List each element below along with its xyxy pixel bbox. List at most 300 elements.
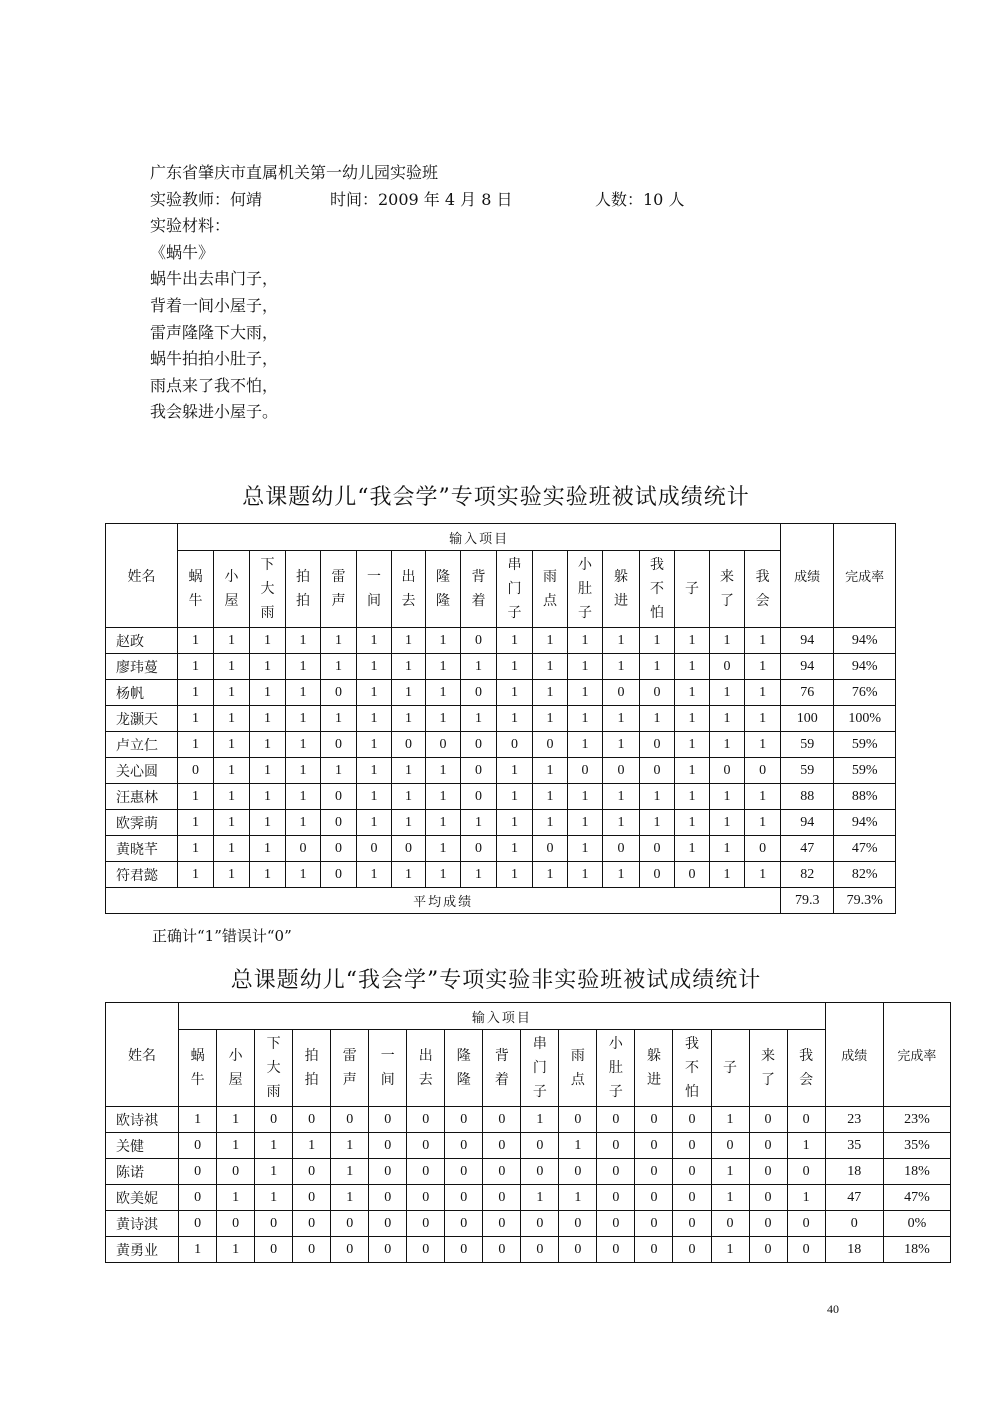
item-score-cell: 1 <box>559 1133 597 1159</box>
item-score-cell: 0 <box>745 758 781 784</box>
completion-rate-cell: 82% <box>834 862 896 888</box>
poem-line: 蜗牛出去串门子， <box>150 269 279 289</box>
item-score-cell: 1 <box>214 680 250 706</box>
item-score-cell: 1 <box>461 810 497 836</box>
student-name: 赵政 <box>106 628 178 654</box>
item-score-cell: 1 <box>745 628 781 654</box>
completion-rate-cell: 23% <box>883 1107 950 1133</box>
item-score-cell: 1 <box>675 680 710 706</box>
item-score-cell: 1 <box>603 654 640 680</box>
item-score-cell: 1 <box>521 1107 559 1133</box>
item-header: 子 <box>675 551 710 628</box>
completion-rate-cell: 59% <box>834 758 896 784</box>
poem-line: 我会躲进小屋子。 <box>150 402 279 422</box>
item-score-cell: 1 <box>392 862 426 888</box>
item-score-cell: 1 <box>461 654 497 680</box>
item-header: 蜗 牛 <box>179 1030 217 1107</box>
item-score-cell: 0 <box>179 1133 217 1159</box>
student-name: 欧诗祺 <box>106 1107 179 1133</box>
average-label: 平均成绩 <box>106 888 781 914</box>
completion-rate-cell: 76% <box>834 680 896 706</box>
item-score-cell: 1 <box>214 836 250 862</box>
item-score-cell: 1 <box>497 862 533 888</box>
item-score-cell: 0 <box>597 1185 635 1211</box>
item-score-cell: 0 <box>640 732 675 758</box>
table-row <box>106 1159 951 1185</box>
meta-line <box>150 187 684 214</box>
item-score-cell: 0 <box>369 1107 407 1133</box>
item-score-cell: 1 <box>286 784 321 810</box>
total-score-cell: 100 <box>781 706 834 732</box>
item-score-cell: 1 <box>331 1185 369 1211</box>
item-score-cell: 1 <box>675 810 710 836</box>
item-score-cell: 1 <box>461 862 497 888</box>
item-score-cell: 1 <box>568 732 603 758</box>
item-header-row <box>106 1030 951 1107</box>
item-score-cell: 1 <box>357 680 392 706</box>
item-score-cell: 1 <box>745 706 781 732</box>
item-score-cell: 1 <box>286 862 321 888</box>
item-score-cell: 0 <box>461 628 497 654</box>
item-score-cell: 0 <box>407 1237 445 1263</box>
item-score-cell: 0 <box>461 836 497 862</box>
item-score-cell: 1 <box>178 862 214 888</box>
item-score-cell: 1 <box>392 810 426 836</box>
item-header: 我 不 怕 <box>640 551 675 628</box>
item-score-cell: 1 <box>710 732 745 758</box>
item-score-cell: 1 <box>286 680 321 706</box>
poem-title: 《蜗牛》 <box>150 242 215 262</box>
item-score-cell: 1 <box>255 1133 293 1159</box>
item-score-cell: 1 <box>521 1185 559 1211</box>
item-score-cell: 1 <box>603 706 640 732</box>
item-score-cell: 1 <box>426 810 461 836</box>
item-score-cell: 1 <box>603 628 640 654</box>
item-score-cell: 1 <box>321 758 357 784</box>
completion-rate-cell: 0% <box>883 1211 950 1237</box>
item-score-cell: 1 <box>603 810 640 836</box>
item-score-cell: 1 <box>286 654 321 680</box>
item-header: 我 会 <box>745 551 781 628</box>
item-score-cell: 1 <box>497 654 533 680</box>
name-header: 姓名 <box>106 524 178 628</box>
item-score-cell: 1 <box>497 784 533 810</box>
experiment-class-table <box>105 523 896 914</box>
student-name: 杨帆 <box>106 680 178 706</box>
item-score-cell: 1 <box>214 862 250 888</box>
completion-rate-cell: 94% <box>834 810 896 836</box>
completion-rate-cell: 88% <box>834 784 896 810</box>
item-score-cell: 0 <box>497 732 533 758</box>
table-row <box>106 706 896 732</box>
item-header: 隆 隆 <box>426 551 461 628</box>
item-score-cell: 0 <box>710 758 745 784</box>
item-score-cell: 1 <box>533 862 568 888</box>
item-score-cell: 0 <box>640 758 675 784</box>
item-score-cell: 1 <box>603 862 640 888</box>
table-row <box>106 1237 951 1263</box>
item-score-cell: 0 <box>407 1159 445 1185</box>
item-score-cell: 1 <box>640 628 675 654</box>
item-score-cell: 0 <box>568 758 603 784</box>
item-score-cell: 1 <box>293 1133 331 1159</box>
item-score-cell: 1 <box>710 836 745 862</box>
item-score-cell: 1 <box>178 784 214 810</box>
item-score-cell: 1 <box>178 810 214 836</box>
item-score-cell: 0 <box>640 836 675 862</box>
total-score-cell: 0 <box>825 1211 883 1237</box>
input-items-header: 输入项目 <box>178 524 781 551</box>
item-score-cell: 1 <box>711 1185 749 1211</box>
table-row <box>106 654 896 680</box>
completion-rate-cell: 100% <box>834 706 896 732</box>
item-score-cell: 0 <box>749 1133 787 1159</box>
item-score-cell: 0 <box>445 1237 483 1263</box>
item-score-cell: 0 <box>407 1185 445 1211</box>
completion-rate-cell: 47% <box>883 1185 950 1211</box>
item-score-cell: 0 <box>369 1211 407 1237</box>
item-score-cell: 1 <box>568 810 603 836</box>
item-score-cell: 1 <box>568 784 603 810</box>
item-score-cell: 0 <box>255 1107 293 1133</box>
item-score-cell: 1 <box>568 862 603 888</box>
student-name: 关心圆 <box>106 758 178 784</box>
item-score-cell: 1 <box>217 1185 255 1211</box>
item-score-cell: 0 <box>357 836 392 862</box>
item-score-cell: 1 <box>392 784 426 810</box>
table-row <box>106 1107 951 1133</box>
item-score-cell: 1 <box>178 680 214 706</box>
item-score-cell: 1 <box>357 654 392 680</box>
total-score-cell: 47 <box>825 1185 883 1211</box>
score-header: 成绩 <box>781 524 834 628</box>
item-header: 来 了 <box>710 551 745 628</box>
item-score-cell: 1 <box>250 836 286 862</box>
item-score-cell: 1 <box>392 628 426 654</box>
item-header: 出 去 <box>407 1030 445 1107</box>
rate-header: 完成率 <box>834 524 896 628</box>
item-score-cell: 1 <box>426 706 461 732</box>
item-score-cell: 0 <box>640 680 675 706</box>
average-rate: 79.3% <box>834 888 896 914</box>
item-score-cell: 1 <box>214 758 250 784</box>
item-score-cell: 0 <box>483 1159 521 1185</box>
item-header: 雷 声 <box>331 1030 369 1107</box>
student-name: 陈诺 <box>106 1159 179 1185</box>
item-score-cell: 0 <box>749 1159 787 1185</box>
table2-title: 总课题幼儿“我会学”专项实验非实验班被试成绩统计 <box>230 968 762 993</box>
item-score-cell: 1 <box>250 680 286 706</box>
item-header: 子 <box>711 1030 749 1107</box>
item-header: 背 着 <box>461 551 497 628</box>
item-score-cell: 1 <box>568 628 603 654</box>
total-score-cell: 35 <box>825 1133 883 1159</box>
item-score-cell: 1 <box>745 810 781 836</box>
item-score-cell: 0 <box>407 1211 445 1237</box>
item-score-cell: 0 <box>461 758 497 784</box>
item-score-cell: 1 <box>710 706 745 732</box>
item-score-cell: 1 <box>675 732 710 758</box>
item-score-cell: 1 <box>640 784 675 810</box>
item-score-cell: 0 <box>521 1133 559 1159</box>
item-score-cell: 1 <box>178 654 214 680</box>
item-score-cell: 1 <box>392 654 426 680</box>
student-name: 符君懿 <box>106 862 178 888</box>
item-score-cell: 1 <box>250 810 286 836</box>
item-header: 小 屋 <box>217 1030 255 1107</box>
table-row <box>106 1185 951 1211</box>
total-score-cell: 94 <box>781 654 834 680</box>
item-score-cell: 0 <box>217 1159 255 1185</box>
school-name: 广东省肇庆市直属机关第一幼儿园实验班 <box>150 163 439 182</box>
student-name: 欧霁萌 <box>106 810 178 836</box>
item-score-cell: 1 <box>255 1185 293 1211</box>
item-score-cell: 0 <box>369 1185 407 1211</box>
item-header: 蜗 牛 <box>178 551 214 628</box>
item-score-cell: 1 <box>675 706 710 732</box>
item-score-cell: 0 <box>255 1237 293 1263</box>
item-score-cell: 1 <box>357 628 392 654</box>
item-score-cell: 0 <box>745 836 781 862</box>
student-name: 黄勇业 <box>106 1237 179 1263</box>
date-info: 时间：2009 年 4 月 8 日 <box>330 189 513 209</box>
table-row <box>106 1133 951 1159</box>
item-score-cell: 0 <box>483 1237 521 1263</box>
item-score-cell: 0 <box>445 1185 483 1211</box>
item-score-cell: 1 <box>250 706 286 732</box>
item-score-cell: 0 <box>559 1211 597 1237</box>
item-score-cell: 0 <box>331 1107 369 1133</box>
item-score-cell: 1 <box>426 836 461 862</box>
completion-rate-cell: 18% <box>883 1159 950 1185</box>
total-score-cell: 18 <box>825 1159 883 1185</box>
item-score-cell: 1 <box>497 810 533 836</box>
item-score-cell: 1 <box>675 836 710 862</box>
item-score-cell: 0 <box>749 1185 787 1211</box>
item-score-cell: 1 <box>392 758 426 784</box>
item-score-cell: 0 <box>179 1159 217 1185</box>
item-score-cell: 1 <box>250 758 286 784</box>
item-score-cell: 1 <box>533 654 568 680</box>
item-score-cell: 1 <box>559 1185 597 1211</box>
student-name: 黄诗淇 <box>106 1211 179 1237</box>
item-score-cell: 1 <box>787 1185 825 1211</box>
item-score-cell: 1 <box>217 1237 255 1263</box>
teacher-info: 实验教师：何靖 <box>150 189 263 209</box>
item-score-cell: 1 <box>533 628 568 654</box>
item-score-cell: 1 <box>568 706 603 732</box>
table-row <box>106 628 896 654</box>
average-score: 79.3 <box>781 888 834 914</box>
score-header: 成绩 <box>825 1003 883 1107</box>
item-score-cell: 1 <box>497 706 533 732</box>
item-score-cell: 0 <box>710 654 745 680</box>
item-score-cell: 1 <box>217 1107 255 1133</box>
item-score-cell: 1 <box>321 628 357 654</box>
item-header: 串 门 子 <box>521 1030 559 1107</box>
item-score-cell: 1 <box>711 1107 749 1133</box>
item-score-cell: 1 <box>568 836 603 862</box>
item-score-cell: 0 <box>321 810 357 836</box>
name-header: 姓名 <box>106 1003 179 1107</box>
item-score-cell: 0 <box>392 836 426 862</box>
item-score-cell: 1 <box>497 680 533 706</box>
item-score-cell: 0 <box>407 1107 445 1133</box>
input-items-header: 输入项目 <box>179 1003 826 1030</box>
item-score-cell: 1 <box>710 680 745 706</box>
item-score-cell: 0 <box>675 862 710 888</box>
item-score-cell: 1 <box>214 784 250 810</box>
completion-rate-cell: 59% <box>834 732 896 758</box>
table-row <box>106 732 896 758</box>
item-score-cell: 0 <box>559 1107 597 1133</box>
item-score-cell: 0 <box>179 1211 217 1237</box>
item-score-cell: 1 <box>787 1133 825 1159</box>
item-score-cell: 0 <box>293 1237 331 1263</box>
completion-rate-cell: 18% <box>883 1237 950 1263</box>
poem-line: 背着一间小屋子， <box>150 295 279 315</box>
item-header: 拍 拍 <box>286 551 321 628</box>
item-score-cell: 1 <box>603 732 640 758</box>
item-score-cell: 0 <box>461 732 497 758</box>
table-row <box>106 680 896 706</box>
item-header: 隆 隆 <box>445 1030 483 1107</box>
item-score-cell: 1 <box>533 810 568 836</box>
table-row <box>106 758 896 784</box>
item-score-cell: 0 <box>407 1133 445 1159</box>
item-score-cell: 0 <box>255 1211 293 1237</box>
item-score-cell: 0 <box>749 1237 787 1263</box>
item-score-cell: 1 <box>710 784 745 810</box>
item-score-cell: 0 <box>711 1211 749 1237</box>
item-score-cell: 1 <box>710 810 745 836</box>
item-score-cell: 1 <box>497 758 533 784</box>
item-score-cell: 1 <box>745 862 781 888</box>
item-score-cell: 1 <box>214 706 250 732</box>
item-score-cell: 0 <box>635 1185 673 1211</box>
item-score-cell: 1 <box>426 784 461 810</box>
item-score-cell: 0 <box>286 836 321 862</box>
total-score-cell: 18 <box>825 1237 883 1263</box>
item-score-cell: 0 <box>749 1211 787 1237</box>
item-score-cell: 1 <box>255 1159 293 1185</box>
intro-section <box>150 160 684 426</box>
item-score-cell: 1 <box>675 628 710 654</box>
item-score-cell: 1 <box>392 680 426 706</box>
item-score-cell: 0 <box>369 1133 407 1159</box>
poem-line: 雷声隆隆下大雨， <box>150 322 279 342</box>
item-score-cell: 0 <box>597 1133 635 1159</box>
item-score-cell: 0 <box>321 680 357 706</box>
student-name: 卢立仁 <box>106 732 178 758</box>
item-header: 小 屋 <box>214 551 250 628</box>
item-score-cell: 1 <box>603 784 640 810</box>
item-score-cell: 0 <box>293 1211 331 1237</box>
item-score-cell: 0 <box>331 1237 369 1263</box>
total-score-cell: 47 <box>781 836 834 862</box>
item-header: 雨 点 <box>533 551 568 628</box>
item-score-cell: 0 <box>787 1211 825 1237</box>
rate-header: 完成率 <box>883 1003 950 1107</box>
item-score-cell: 1 <box>745 680 781 706</box>
item-score-cell: 0 <box>445 1107 483 1133</box>
headcount-info: 人数：10 人 <box>595 189 685 209</box>
item-score-cell: 1 <box>214 810 250 836</box>
total-score-cell: 59 <box>781 732 834 758</box>
item-score-cell: 1 <box>357 706 392 732</box>
item-score-cell: 0 <box>426 732 461 758</box>
completion-rate-cell: 35% <box>883 1133 950 1159</box>
item-score-cell: 1 <box>178 732 214 758</box>
item-score-cell: 1 <box>331 1159 369 1185</box>
student-name: 汪惠林 <box>106 784 178 810</box>
item-score-cell: 0 <box>321 732 357 758</box>
item-score-cell: 0 <box>483 1133 521 1159</box>
average-row <box>106 888 896 914</box>
item-score-cell: 0 <box>293 1159 331 1185</box>
item-score-cell: 1 <box>675 784 710 810</box>
item-score-cell: 0 <box>321 784 357 810</box>
item-score-cell: 0 <box>178 758 214 784</box>
total-score-cell: 82 <box>781 862 834 888</box>
item-score-cell: 0 <box>483 1107 521 1133</box>
item-score-cell: 0 <box>749 1107 787 1133</box>
item-header-row <box>106 551 896 628</box>
item-score-cell: 0 <box>483 1185 521 1211</box>
item-score-cell: 1 <box>178 628 214 654</box>
item-score-cell: 0 <box>603 758 640 784</box>
total-score-cell: 94 <box>781 810 834 836</box>
item-score-cell: 1 <box>497 628 533 654</box>
item-header: 下 大 雨 <box>255 1030 293 1107</box>
item-header: 我 会 <box>787 1030 825 1107</box>
item-score-cell: 0 <box>521 1211 559 1237</box>
item-header: 我 不 怕 <box>673 1030 711 1107</box>
item-score-cell: 0 <box>179 1185 217 1211</box>
item-score-cell: 1 <box>426 862 461 888</box>
item-header: 串 门 子 <box>497 551 533 628</box>
item-score-cell: 1 <box>533 706 568 732</box>
item-score-cell: 1 <box>250 654 286 680</box>
scoring-note: 正确计“1”错误计“0” <box>152 927 292 945</box>
item-score-cell: 1 <box>568 680 603 706</box>
item-score-cell: 1 <box>321 706 357 732</box>
item-score-cell: 1 <box>426 680 461 706</box>
item-score-cell: 0 <box>533 732 568 758</box>
student-name: 龙灏天 <box>106 706 178 732</box>
item-score-cell: 0 <box>597 1211 635 1237</box>
total-score-cell: 23 <box>825 1107 883 1133</box>
item-score-cell: 1 <box>640 810 675 836</box>
item-score-cell: 1 <box>461 706 497 732</box>
item-score-cell: 1 <box>250 784 286 810</box>
item-score-cell: 1 <box>533 784 568 810</box>
item-score-cell: 1 <box>357 758 392 784</box>
item-score-cell: 1 <box>745 654 781 680</box>
item-score-cell: 0 <box>521 1237 559 1263</box>
item-header: 小 肚 子 <box>597 1030 635 1107</box>
item-score-cell: 0 <box>321 836 357 862</box>
item-score-cell: 0 <box>533 836 568 862</box>
item-score-cell: 0 <box>635 1107 673 1133</box>
item-score-cell: 1 <box>710 628 745 654</box>
total-score-cell: 88 <box>781 784 834 810</box>
item-header: 雷 声 <box>321 551 357 628</box>
item-score-cell: 1 <box>675 758 710 784</box>
item-score-cell: 1 <box>331 1133 369 1159</box>
item-score-cell: 1 <box>640 706 675 732</box>
item-score-cell: 0 <box>369 1237 407 1263</box>
